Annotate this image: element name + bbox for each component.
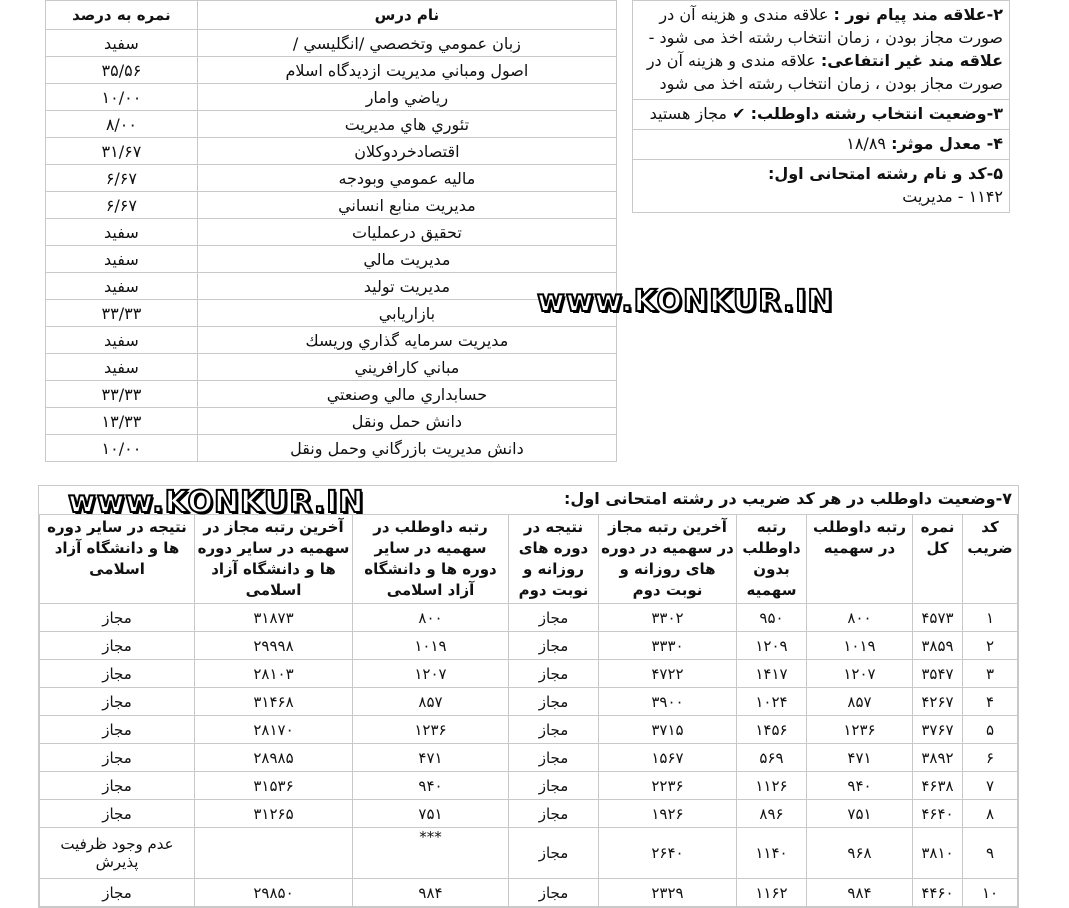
status-column-header: آخرین رتبه مجاز در سهمیه در دوره های روزانه و نوبت دوم	[599, 515, 737, 604]
status-cell: ۹۴۰	[353, 772, 509, 800]
status-cell: ۷	[963, 772, 1018, 800]
status-cell	[195, 828, 353, 879]
non-profit-text: علاقه مندی و هزینه آن در صورت مجاز بودن ، زمان انتخاب رشته اخذ می شود	[646, 51, 1003, 93]
status-cell: ۱۵۶۷	[599, 744, 737, 772]
status-cell: مجاز	[40, 632, 195, 660]
course-name: دانش حمل ونقل	[197, 408, 616, 435]
grade-value: ۱۳/۳۳	[46, 408, 198, 435]
status-column-header: آخرین رتبه مجاز در سهمیه در سایر دوره ها و دانشگاه آزاد اسلامی	[195, 515, 353, 604]
status-table	[39, 514, 1018, 907]
course-name: زبان عمومي وتخصصي /انگليسي /	[197, 30, 616, 57]
course-name: تئوري هاي مديريت	[197, 111, 616, 138]
exam-field-label: ۵-کد و نام رشته امتحانی اول:	[767, 164, 1003, 183]
course-name: مديريت مالي	[197, 246, 616, 273]
status-title: ۷-وضعیت داوطلب در هر کد ضریب در رشته امتحانی اول:	[564, 489, 1012, 508]
course-name: مديريت منابع انساني	[197, 192, 616, 219]
table-row	[40, 879, 1018, 907]
course-name: تحقيق درعمليات	[197, 219, 616, 246]
status-column-header: نتیجه در دوره های روزانه و نوبت دوم	[509, 515, 599, 604]
status-cell: مجاز	[509, 800, 599, 828]
status-cell: ۴	[963, 688, 1018, 716]
status-cell: ۲۹۹۹۸	[195, 632, 353, 660]
course-name: ماليه عمومي وبودجه	[197, 165, 616, 192]
status-cell: ۱۰۱۹	[353, 632, 509, 660]
table-row	[46, 219, 617, 246]
grade-value: ۱۰/۰۰	[46, 84, 198, 111]
table-row	[46, 273, 617, 300]
status-cell: ۴۷۱	[807, 744, 913, 772]
status-cell: ۸	[963, 800, 1018, 828]
status-cell: مجاز	[40, 800, 195, 828]
grade-value: ۶/۶۷	[46, 165, 198, 192]
exam-field-section	[633, 160, 1009, 212]
status-cell: ۳۷۶۷	[913, 716, 963, 744]
status-cell: ۲۲۳۶	[599, 772, 737, 800]
status-cell: مجاز	[509, 716, 599, 744]
grades-body	[46, 30, 617, 462]
course-name: حسابداري مالي وصنعتي	[197, 381, 616, 408]
course-name-header: نام درس	[197, 1, 616, 30]
grade-value: ۶/۶۷	[46, 192, 198, 219]
status-cell: ۳۵۴۷	[913, 660, 963, 688]
status-cell: ۳۱۸۷۳	[195, 604, 353, 632]
course-name: مديريت توليد	[197, 273, 616, 300]
status-cell: ۵	[963, 716, 1018, 744]
table-row	[46, 84, 617, 111]
status-cell: ۹۸۴	[353, 879, 509, 907]
status-cell: ۳۷۱۵	[599, 716, 737, 744]
status-column-header: رتبه داوطلب در سهمیه در سایر دوره ها و دانشگاه آزاد اسلامی	[353, 515, 509, 604]
status-cell: ۳	[963, 660, 1018, 688]
table-row	[40, 716, 1018, 744]
table-row	[46, 354, 617, 381]
status-cell: ۱۴۵۶	[737, 716, 807, 744]
status-cell: ۴۵۷۳	[913, 604, 963, 632]
status-cell: ۳۳۳۰	[599, 632, 737, 660]
status-cell: ۷۵۱	[353, 800, 509, 828]
course-name: رياضي وامار	[197, 84, 616, 111]
status-cell: مجاز	[40, 744, 195, 772]
status-cell: ۱۹۲۶	[599, 800, 737, 828]
table-row	[46, 57, 617, 84]
table-row	[40, 604, 1018, 632]
status-cell: ۴۴۶۰	[913, 879, 963, 907]
status-cell: ۹۸۴	[807, 879, 913, 907]
status-cell: ۹۴۰	[807, 772, 913, 800]
exam-field-value: ۱۱۴۲ - مدیریت	[902, 187, 1003, 206]
status-cell: ۱۱۲۶	[737, 772, 807, 800]
status-cell: ۹	[963, 828, 1018, 879]
course-name: مديريت سرمايه گذاري وريسك	[197, 327, 616, 354]
status-cell: مجاز	[40, 688, 195, 716]
course-name: مباني كارافريني	[197, 354, 616, 381]
table-row	[46, 165, 617, 192]
status-cell: ۱۱۶۲	[737, 879, 807, 907]
status-cell: مجاز	[509, 604, 599, 632]
status-cell: مجاز	[40, 879, 195, 907]
status-cell: ۴۷۱	[353, 744, 509, 772]
table-row	[40, 772, 1018, 800]
status-cell: ۱۲۰۷	[807, 660, 913, 688]
status-section	[38, 485, 1019, 908]
table-row	[46, 381, 617, 408]
status-cell: ۱۲۰۷	[353, 660, 509, 688]
table-row	[40, 632, 1018, 660]
selection-status-section	[633, 100, 1009, 130]
course-name: دانش مديريت بازرگاني وحمل ونقل	[197, 435, 616, 462]
non-profit-label: علاقه مند غیر انتفاعی:	[820, 51, 1003, 70]
grade-value: ۳۳/۳۳	[46, 300, 198, 327]
status-cell: ۸۵۷	[353, 688, 509, 716]
table-row	[46, 327, 617, 354]
payame-noor-text: علاقه مندی و هزینه آن در صورت مجاز بودن ، زمان انتخاب رشته اخذ می شود -	[648, 5, 1003, 47]
status-cell: ۱۲۳۶	[807, 716, 913, 744]
table-row	[40, 688, 1018, 716]
grade-value: سفيد	[46, 30, 198, 57]
grade-value: سفيد	[46, 246, 198, 273]
grade-value: ۳۱/۶۷	[46, 138, 198, 165]
status-cell: ۳۱۴۶۸	[195, 688, 353, 716]
status-cell: ۸۰۰	[807, 604, 913, 632]
course-name: بازاريابي	[197, 300, 616, 327]
status-column-header: رتبه داوطلب بدون سهمیه	[737, 515, 807, 604]
table-row	[46, 435, 617, 462]
status-cell: ۱۲۳۶	[353, 716, 509, 744]
status-cell: ۳۸۵۹	[913, 632, 963, 660]
status-cell: ۹۵۰	[737, 604, 807, 632]
selection-status-value: مجاز هستید	[649, 104, 727, 123]
table-row	[46, 30, 617, 57]
status-cell: مجاز	[509, 744, 599, 772]
status-body	[40, 604, 1018, 907]
gpa-label: ۴- معدل موثر:	[891, 134, 1003, 153]
check-icon: ✔	[732, 104, 746, 123]
table-row	[46, 408, 617, 435]
course-name: اصول ومباني مديريت ازديدگاه اسلام	[197, 57, 616, 84]
status-cell: ۸۹۶	[737, 800, 807, 828]
status-cell: ۸۵۷	[807, 688, 913, 716]
status-cell: ۲۶۴۰	[599, 828, 737, 879]
grade-value: ۱۰/۰۰	[46, 435, 198, 462]
status-cell: مجاز	[509, 879, 599, 907]
table-row	[40, 660, 1018, 688]
grade-percent-header: نمره به درصد	[46, 1, 198, 30]
status-cell: مجاز	[509, 632, 599, 660]
watermark-bottom: www.KONKUR.IN	[68, 485, 365, 520]
status-cell: ۳۳۰۲	[599, 604, 737, 632]
status-cell: مجاز	[40, 660, 195, 688]
status-column-header: نتیجه در سایر دوره ها و دانشگاه آزاد اسلامی	[40, 515, 195, 604]
table-row	[46, 138, 617, 165]
status-cell: ۱۲۰۹	[737, 632, 807, 660]
status-cell: ۲۸۱۰۳	[195, 660, 353, 688]
table-row	[46, 300, 617, 327]
status-column-header: نمره کل	[913, 515, 963, 604]
status-cell: ۲۸۹۸۵	[195, 744, 353, 772]
grade-value: ۳۵/۵۶	[46, 57, 198, 84]
status-cell: مجاز	[509, 660, 599, 688]
grade-value: سفيد	[46, 354, 198, 381]
status-cell: مجاز	[509, 828, 599, 879]
status-cell: ۷۵۱	[807, 800, 913, 828]
status-column-header: رتبه داوطلب در سهمیه	[807, 515, 913, 604]
interest-section	[633, 1, 1009, 100]
status-cell: ۲	[963, 632, 1018, 660]
grades-table	[45, 0, 617, 462]
status-cell: ۴۲۶۷	[913, 688, 963, 716]
status-cell: ۸۰۰	[353, 604, 509, 632]
status-cell: مجاز	[40, 604, 195, 632]
status-cell: ۹۶۸	[807, 828, 913, 879]
status-cell: ۳۱۵۳۶	[195, 772, 353, 800]
status-cell: ۲۸۱۷۰	[195, 716, 353, 744]
table-row	[46, 111, 617, 138]
status-cell: ۲۳۲۹	[599, 879, 737, 907]
payame-noor-label: ۲-علاقه مند پیام نور :	[833, 5, 1003, 24]
grade-value: ۳۳/۳۳	[46, 381, 198, 408]
grade-value: سفيد	[46, 219, 198, 246]
status-cell: ۱۴۱۷	[737, 660, 807, 688]
status-cell: مجاز	[509, 688, 599, 716]
grade-value: ۸/۰۰	[46, 111, 198, 138]
status-cell: ۱۰۱۹	[807, 632, 913, 660]
status-cell: ۱۱۴۰	[737, 828, 807, 879]
status-cell: عدم وجود ظرفیت پذیرش	[40, 828, 195, 879]
table-row	[40, 744, 1018, 772]
selection-status-label: ۳-وضعیت انتخاب رشته داوطلب:	[750, 104, 1003, 123]
status-cell: ۵۶۹	[737, 744, 807, 772]
gpa-value: ۱۸/۸۹	[846, 134, 886, 153]
status-cell: ۳۸۹۲	[913, 744, 963, 772]
status-cell: ۳۹۰۰	[599, 688, 737, 716]
status-cell: ۱۰۲۴	[737, 688, 807, 716]
course-name: اقتصادخردوكلان	[197, 138, 616, 165]
status-cell: ۶	[963, 744, 1018, 772]
status-cell: ۲۹۸۵۰	[195, 879, 353, 907]
table-row	[46, 246, 617, 273]
status-cell: ۳۸۱۰	[913, 828, 963, 879]
info-panel	[632, 0, 1010, 213]
status-column-header: کد ضریب	[963, 515, 1018, 604]
status-cell: ۴۷۲۲	[599, 660, 737, 688]
status-header-row	[40, 515, 1018, 604]
status-cell: ۴۶۴۰	[913, 800, 963, 828]
status-cell: ۱۰	[963, 879, 1018, 907]
watermark-top: www.KONKUR.IN	[537, 284, 834, 319]
status-cell: ۴۶۳۸	[913, 772, 963, 800]
status-cell: مجاز	[509, 772, 599, 800]
gpa-section	[633, 130, 1009, 160]
status-cell: ***	[353, 828, 509, 879]
grade-value: سفيد	[46, 273, 198, 300]
status-cell: مجاز	[40, 772, 195, 800]
status-cell: ۱	[963, 604, 1018, 632]
grade-value: سفيد	[46, 327, 198, 354]
table-row	[40, 800, 1018, 828]
status-cell: ۳۱۲۶۵	[195, 800, 353, 828]
table-row	[46, 192, 617, 219]
grades-header-row	[46, 1, 617, 30]
table-row	[40, 828, 1018, 879]
status-cell: مجاز	[40, 716, 195, 744]
